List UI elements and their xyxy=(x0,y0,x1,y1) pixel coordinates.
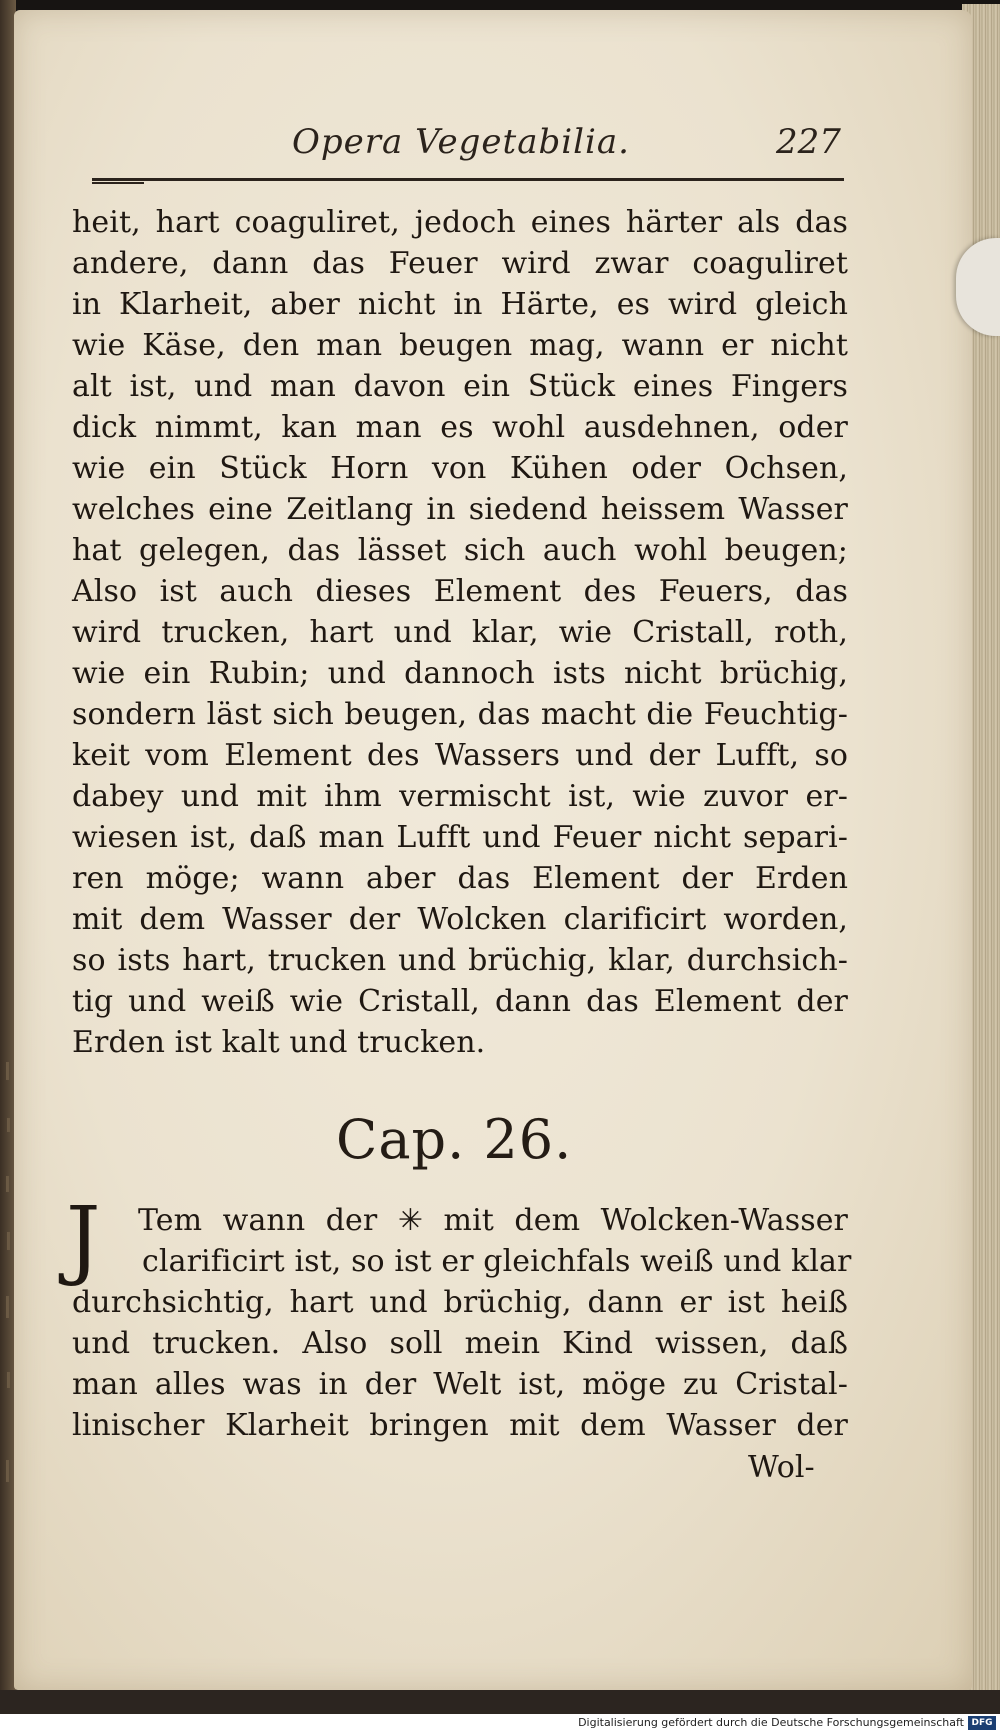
text-line: ren möge; wann aber das Element der Erden xyxy=(72,861,848,896)
text-line: durchsichtig, hart und brüchig, dann er ist heiß xyxy=(72,1285,848,1320)
page-number: 227 xyxy=(776,122,841,162)
text-line: wie ein Stück Horn von Kühen oder Ochsen, xyxy=(72,451,848,486)
header-rule xyxy=(92,178,844,181)
margin-speck xyxy=(6,1062,9,1080)
running-head: Opera Vegetabilia. xyxy=(292,122,630,162)
margin-speck xyxy=(6,1460,9,1482)
text-line: andere, dann das Feuer wird zwar coaguliret xyxy=(72,246,848,281)
text-line: sondern läst sich beugen, das macht die Feuchtig- xyxy=(72,697,848,732)
scanner-background-bottom xyxy=(0,1690,1000,1716)
text-line: heit, hart coaguliret, jedoch eines härter als das xyxy=(72,205,848,240)
text-line: in Klarheit, aber nicht in Härte, es wird gleich xyxy=(72,287,848,322)
text-line: linischer Klarheit bringen mit dem Wasser der xyxy=(72,1408,848,1443)
margin-speck xyxy=(6,1296,9,1318)
digitization-footer xyxy=(0,1714,1000,1732)
text-line: clarificirt ist, so ist er gleichfals weiß und klar xyxy=(142,1244,852,1279)
text-line: wie ein Rubin; und dannoch ists nicht brüchig, xyxy=(72,656,848,691)
chapter-heading: Cap. 26. xyxy=(336,1108,573,1171)
text-line: wird trucken, hart und klar, wie Cristall, roth, xyxy=(72,615,848,650)
text-line: welches eine Zeitlang in siedend heissem Wasser xyxy=(72,492,848,527)
text-line: mit dem Wasser der Wolcken clarificirt worden, xyxy=(72,902,848,937)
text-line: so ists hart, trucken und brüchig, klar, durchsich- xyxy=(72,943,848,978)
dfg-logo: DFG xyxy=(968,1716,996,1730)
text-line: tig und weiß wie Cristall, dann das Element der xyxy=(72,984,848,1019)
text-line: man alles was in der Welt ist, möge zu Cristal- xyxy=(72,1367,848,1402)
text-line: Tem wann der ✳ mit dem Wolcken-Wasser xyxy=(138,1203,848,1238)
margin-speck xyxy=(7,1372,10,1388)
text-line: dick nimmt, kan man es wohl ausdehnen, oder xyxy=(72,410,848,445)
margin-speck xyxy=(6,1176,9,1192)
text-line: keit vom Element des Wassers und der Lufft, so xyxy=(72,738,848,773)
funding-credit: Digitalisierung gefördert durch die Deutsche Forschungsgemeinschaft xyxy=(578,1716,964,1729)
text-line: Erden ist kalt und trucken. xyxy=(72,1025,486,1060)
body-paragraph xyxy=(72,202,848,1063)
chapter-paragraph xyxy=(72,1200,852,1446)
text-line: wiesen ist, daß man Lufft und Feuer nicht separi- xyxy=(72,820,848,855)
text-line: dabey und mit ihm vermischt ist, wie zuvor er- xyxy=(72,779,848,814)
text-line: und trucken. Also soll mein Kind wissen, daß xyxy=(72,1326,848,1361)
drop-cap-initial: J xyxy=(66,1189,101,1289)
text-line: wie Käse, den man beugen mag, wann er nicht xyxy=(72,328,848,363)
header-rule-ornament xyxy=(92,182,144,184)
text-line: alt ist, und man davon ein Stück eines Fingers xyxy=(72,369,848,404)
margin-speck xyxy=(7,1118,10,1132)
text-line: Also ist auch dieses Element des Feuers, das xyxy=(72,574,848,609)
margin-speck xyxy=(7,1232,10,1250)
text-line: hat gelegen, das lässet sich auch wohl beugen; xyxy=(72,533,848,568)
catchword: Wol- xyxy=(748,1450,815,1485)
